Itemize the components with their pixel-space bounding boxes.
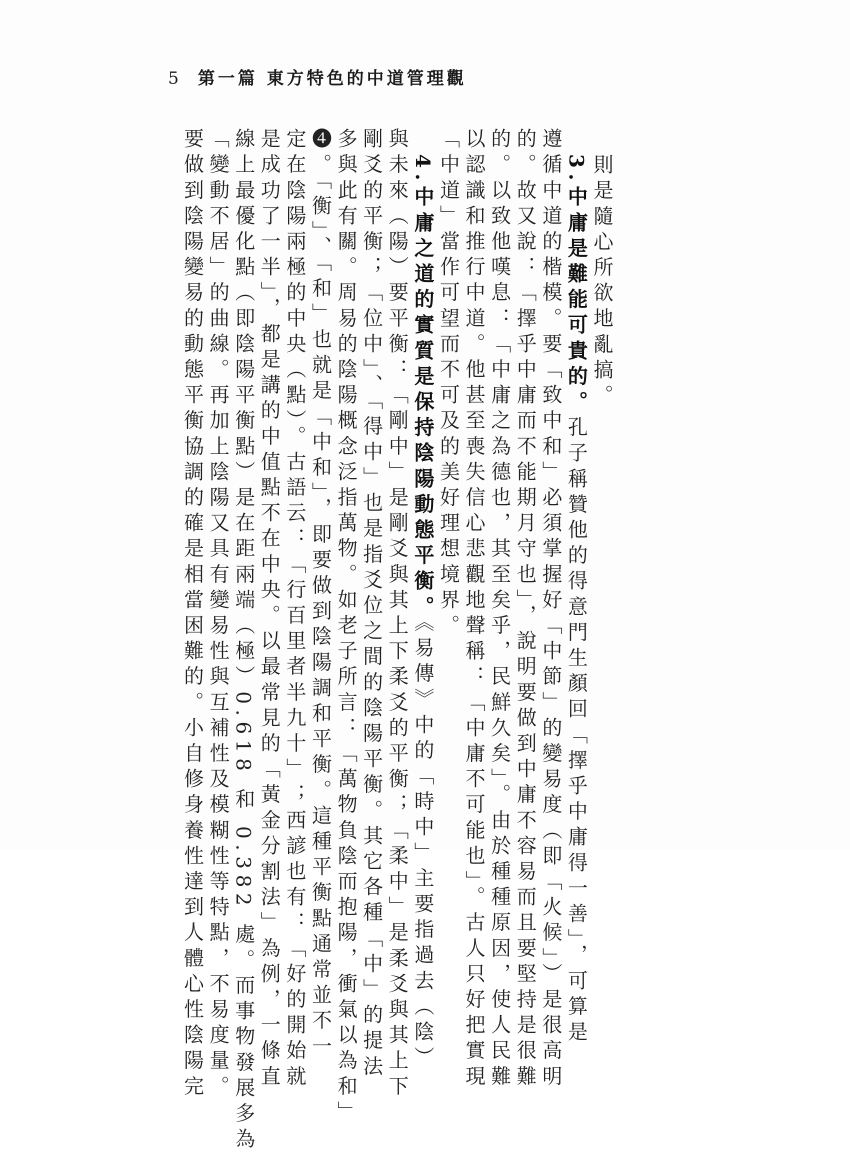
text-column-8-section-4 [409, 128, 435, 1073]
text-column-6 [460, 128, 487, 1091]
text-column-2-section-3 [563, 128, 589, 1047]
section-heading-3: 3.中庸是難能可貴的。 [564, 154, 589, 417]
text-column-12 [307, 128, 333, 1061]
text-column-16 [205, 128, 231, 1101]
text-column-10 [358, 128, 384, 1081]
column-text: 的。故又說：「擇乎中庸而不能期月守也」，說明要做到中庸不容易而且要堅持是很難 [513, 128, 538, 1091]
text-column-17 [179, 128, 205, 1101]
vertical-body-text [179, 128, 614, 1154]
text-column-11 [332, 128, 359, 1127]
text-column-3 [537, 128, 563, 1091]
text-column-13 [281, 128, 307, 1091]
text-column-5 [486, 128, 512, 1091]
column-text: 《易傳》中的「時中」主要指過去（陰） [410, 621, 435, 1073]
text-column-9 [384, 128, 410, 1101]
text-column-1 [588, 128, 614, 788]
column-text: ❹。「衡」、「和」也就是「中和」，即要做到陰陽調和平衡。這種平衡點通常並不一 [308, 128, 333, 1061]
column-text: 要做到陰陽變易的動態平衡協調的確是相當困難的。小自修身養性達到人體心性陰陽完 [180, 128, 205, 1101]
column-text: 「變動不居」的曲線。再加上陰陽又具有變易性與互補性及模糊性等特點，不易度量。 [206, 128, 231, 1101]
column-text: 孔子稱贊他的得意門生顏回「擇乎中庸得一善」，可算是 [564, 416, 589, 1047]
text-column-4 [512, 128, 538, 1091]
column-text: 的。以致他嘆息：「中庸之為德也，其至矣乎，民鮮久矣」。由於種種原因，使人民難 [487, 128, 512, 1091]
column-text: 定在陰陽兩極的中央（點）。古語云：「行百里者半九十」；西諺也有：「好的開始就 [282, 128, 307, 1091]
column-text: 以認識和推行中道。他甚至喪失信心悲觀地聲稱：「中庸不可能也」。古人只好把實現 [462, 128, 487, 1091]
column-text: 「中道」當作可望而不可及的美好理想境界。 [436, 128, 461, 640]
column-text: 則是隨心所欲地亂搞。 [590, 154, 614, 410]
text-column-15 [230, 128, 256, 1154]
column-text: 剛爻的平衡；「位中」、「得中」也是指爻位之間的陰陽平衡。其它各種「中」的提法 [359, 128, 384, 1081]
column-text: 線上最優化點（即陰陽平衡點）是在距兩端（極）0.618 和 0.382 處。而事物發展多為 [231, 128, 256, 1154]
running-header [168, 64, 467, 89]
page-number: 5 [168, 69, 182, 89]
text-column-14 [256, 128, 282, 1091]
column-text: 多與此有關。周易的陰陽概念泛指萬物。如老子所言：「萬物負陰而抱陽，衝氣以為和」 [334, 128, 359, 1127]
text-column-7 [435, 128, 461, 788]
chapter-title: 第一篇 東方特色的中道管理觀 [197, 69, 467, 89]
column-text: 與未來（陽）要平衡：「剛中」是剛爻與其上下柔爻的平衡；「柔中」是柔爻與其上下 [385, 128, 410, 1101]
column-text: 遵循中道的楷模。要「致中和」必須掌握好「中節」的變易度（即「火候」）是很高明 [538, 128, 563, 1091]
column-text: 是成功了一半」，都是講的中值點不在中央。以最常見的「黃金分割法」為例，一條直 [257, 128, 282, 1091]
section-heading-4: 4.中庸之道的實質是保持陰陽動態平衡。 [410, 154, 435, 622]
